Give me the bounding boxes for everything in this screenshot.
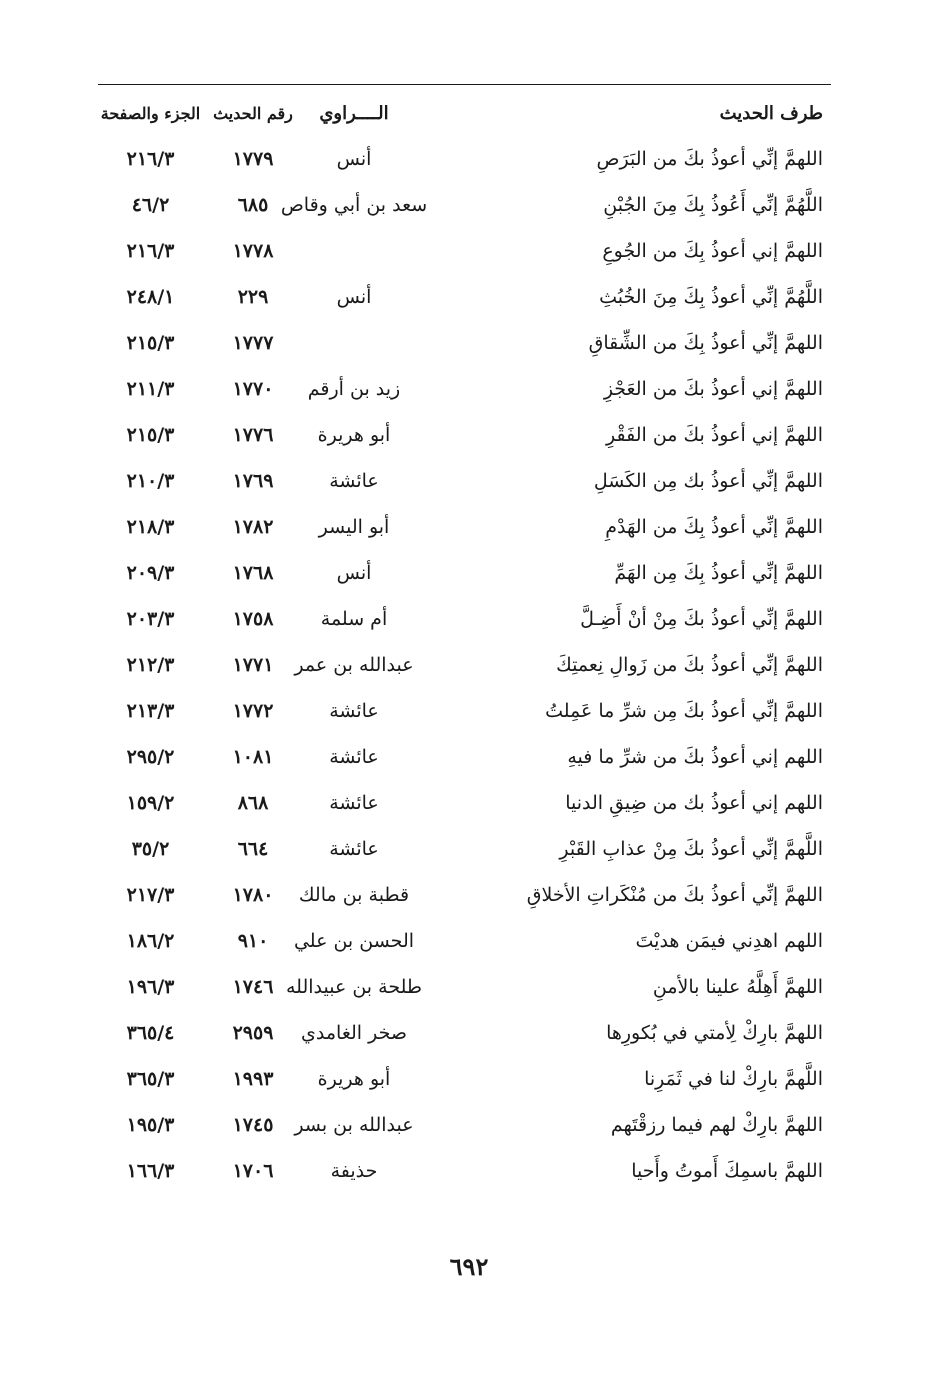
hadith-text: اللهمَّ إنِّي أعوذُ بِكَ من الهَدْمِ <box>605 516 823 538</box>
narrator: قطبة بن مالك <box>298 884 410 906</box>
volume-page: ٢٤٨/١ <box>126 286 175 308</box>
hadith-number: ١٧٠٦ <box>232 1160 274 1182</box>
volume-page: ١٩٦/٣ <box>126 976 175 998</box>
table-row <box>98 228 831 274</box>
table-row <box>98 688 831 734</box>
hadith-text: اللهمَّ إنِّي أعوذُ بكَ من زَوالِ نِعمتِكَ <box>556 654 823 676</box>
hadith-number: ٢٢٩ <box>237 286 269 308</box>
narrator: أبو اليسر <box>318 516 390 538</box>
hadith-text: اللهم إني أعوذُ بك من ضِيقِ الدنيا <box>565 792 823 814</box>
hadith-number: ١٧٦٩ <box>232 470 274 492</box>
volume-page: ٣٦٥/٤ <box>126 1022 175 1044</box>
narrator: أنس <box>336 286 372 308</box>
hadith-text: اللَّهمَّ بارِكْ لنا في ثَمَرِنا <box>644 1068 823 1090</box>
hadith-text: اللهمَّ إنِّي أعوذُ بكَ مِنْ أنْ أَضِـلَّ <box>580 608 823 630</box>
table-body <box>98 136 831 1194</box>
table-row <box>98 734 831 780</box>
volume-page: ٢١٥/٣ <box>126 424 175 446</box>
volume-page: ٢٠٩/٣ <box>126 562 175 584</box>
hadith-number: ٦٦٤ <box>237 838 269 860</box>
hadith-text: اللَّهُمَّ إنِّي أَعُوذُ بِكَ مِنَ الجُبْنِ <box>603 194 823 216</box>
table-row <box>98 964 831 1010</box>
narrator: أبو هريرة <box>317 1068 391 1090</box>
hadith-number: ١٧٧٩ <box>232 148 274 170</box>
volume-page: ٢١٦/٣ <box>126 148 175 170</box>
narrator: عائشة <box>329 792 379 814</box>
volume-page: ٤٦/٢ <box>131 194 170 216</box>
table-row <box>98 918 831 964</box>
table-row <box>98 1148 831 1194</box>
volume-page: ٢١٥/٣ <box>126 332 175 354</box>
hadith-text: اللهمَّ إني أعوذُ بكَ من الفَقْرِ <box>606 424 823 446</box>
hadith-text: اللَّهُمَّ إنِّي أعوذُ بِكَ مِنَ الخُبُثِ <box>599 286 823 308</box>
top-rule <box>98 84 831 85</box>
header-number: رقم الحديث <box>213 104 293 123</box>
volume-page: ٣٦٥/٣ <box>126 1068 175 1090</box>
table-row <box>98 136 831 182</box>
hadith-text: اللهمَّ إنِّي أعوذُ بِكَ من الشِّقاقِ <box>588 332 823 354</box>
volume-page: ١٩٥/٣ <box>126 1114 175 1136</box>
table-row <box>98 182 831 228</box>
narrator: أنس <box>336 562 372 584</box>
narrator: صخر الغامدي <box>301 1022 407 1044</box>
hadith-text: اللهمَّ إنِّي أعوذُ بكَ من مُنْكَراتِ الأخلاقِ <box>526 884 823 906</box>
hadith-text: اللهمَّ باسمِكَ أَموتُ وأَحيا <box>631 1160 823 1182</box>
volume-page: ٢٠٣/٣ <box>126 608 175 630</box>
table-row <box>98 780 831 826</box>
volume-page: ٢١٣/٣ <box>126 700 175 722</box>
table-row <box>98 366 831 412</box>
hadith-index-table <box>98 92 831 1194</box>
table-row <box>98 1056 831 1102</box>
table-row <box>98 826 831 872</box>
hadith-number: ١٧٥٨ <box>232 608 274 630</box>
hadith-text: اللهمَّ إنِّي أعوذُ بكَ من البَرَصِ <box>596 148 823 170</box>
table-row <box>98 550 831 596</box>
page-number: ٦٩٢ <box>449 1252 489 1281</box>
header-narrator: الــــراوي <box>319 103 389 124</box>
hadith-text: اللَّهمَّ إنِّي أعوذُ بكَ مِنْ عذابِ القَبْرِ <box>559 838 823 860</box>
table-row <box>98 412 831 458</box>
hadith-text: اللهمَّ إنِّي أعوذُ بك مِن الكَسَلِ <box>593 470 823 492</box>
hadith-number: ١٩٩٣ <box>232 1068 274 1090</box>
hadith-number: ١٧٧٧ <box>232 332 274 354</box>
hadith-number: ٢٩٥٩ <box>232 1022 274 1044</box>
hadith-text: اللهمَّ إني أعوذُ بكَ من العَجْزِ <box>603 378 823 400</box>
table-row <box>98 1010 831 1056</box>
hadith-number: ٦٨٥ <box>237 194 269 216</box>
table-row <box>98 1102 831 1148</box>
narrator: عبدالله بن بسر <box>294 1114 414 1136</box>
table-row <box>98 642 831 688</box>
hadith-text: اللهم اهدِني فيمَن هديْتَ <box>635 930 823 952</box>
hadith-number: ١٧٧٦ <box>232 424 274 446</box>
volume-page: ٢١٦/٣ <box>126 240 175 262</box>
hadith-text: اللهمَّ إني أعوذُ بِكَ من الجُوعِ <box>602 240 823 262</box>
narrator: أم سلمة <box>320 608 388 630</box>
hadith-number: ١٧٦٨ <box>232 562 274 584</box>
hadith-text: اللهمَّ أَهِلَّهُ علينا بالأمنِ <box>652 976 823 998</box>
volume-page: ٢١٨/٣ <box>126 516 175 538</box>
volume-page: ٢١٢/٣ <box>126 654 175 676</box>
narrator: عائشة <box>329 470 379 492</box>
table-header <box>98 92 831 136</box>
hadith-number: ١٧٧٠ <box>232 378 274 400</box>
volume-page: ١٨٦/٢ <box>126 930 175 952</box>
hadith-number: ١٧٧٢ <box>232 700 274 722</box>
narrator: عائشة <box>329 838 379 860</box>
volume-page: ١٦٦/٣ <box>126 1160 175 1182</box>
hadith-text: اللهمَّ إنِّي أعوذُ بِكَ مِن الهَمِّ <box>614 562 823 584</box>
table-row <box>98 872 831 918</box>
hadith-number: ١٧٧١ <box>232 654 274 676</box>
table-row <box>98 458 831 504</box>
table-row <box>98 320 831 366</box>
header-hadith: طرف الحديث <box>719 103 823 124</box>
narrator: أبو هريرة <box>317 424 391 446</box>
hadith-number: ١٠٨١ <box>232 746 274 768</box>
hadith-number: ١٧٨٠ <box>232 884 274 906</box>
volume-page: ٢١٧/٣ <box>126 884 175 906</box>
volume-page: ٢٩٥/٢ <box>126 746 175 768</box>
hadith-number: ٨٦٨ <box>237 792 269 814</box>
volume-page: ١٥٩/٢ <box>126 792 175 814</box>
narrator: سعد بن أبي وقاص <box>280 194 428 216</box>
narrator: أنس <box>336 148 372 170</box>
table-row <box>98 504 831 550</box>
table-row <box>98 596 831 642</box>
hadith-text: اللهم إني أعوذُ بكَ من شرِّ ما فيهِ <box>567 746 823 768</box>
narrator: زيد بن أرقم <box>307 378 401 400</box>
narrator: عائشة <box>329 746 379 768</box>
volume-page: ٢١٠/٣ <box>126 470 175 492</box>
hadith-number: ١٧٤٦ <box>232 976 274 998</box>
hadith-number: ١٧٧٨ <box>232 240 274 262</box>
hadith-number: ١٧٤٥ <box>232 1114 274 1136</box>
header-volume-page: الجزء والصفحة <box>100 104 201 123</box>
volume-page: ٣٥/٢ <box>131 838 170 860</box>
hadith-number: ٩١٠ <box>237 930 269 952</box>
hadith-number: ١٧٨٢ <box>232 516 274 538</box>
hadith-text: اللهمَّ بارِكْ لِأمتي في بُكورِها <box>606 1022 823 1044</box>
hadith-text: اللهمَّ إنِّي أعوذُ بكَ مِن شرِّ ما عَمِلتُ <box>545 700 823 722</box>
narrator: حذيفة <box>330 1160 378 1182</box>
narrator: عبدالله بن عمر <box>294 654 414 676</box>
narrator: الحسن بن علي <box>293 930 415 952</box>
table-row <box>98 274 831 320</box>
narrator: طلحة بن عبيدالله <box>285 976 422 998</box>
narrator: عائشة <box>329 700 379 722</box>
hadith-text: اللهمَّ بارِكْ لهم فيما رزقْتَهم <box>610 1114 823 1136</box>
volume-page: ٢١١/٣ <box>126 378 175 400</box>
